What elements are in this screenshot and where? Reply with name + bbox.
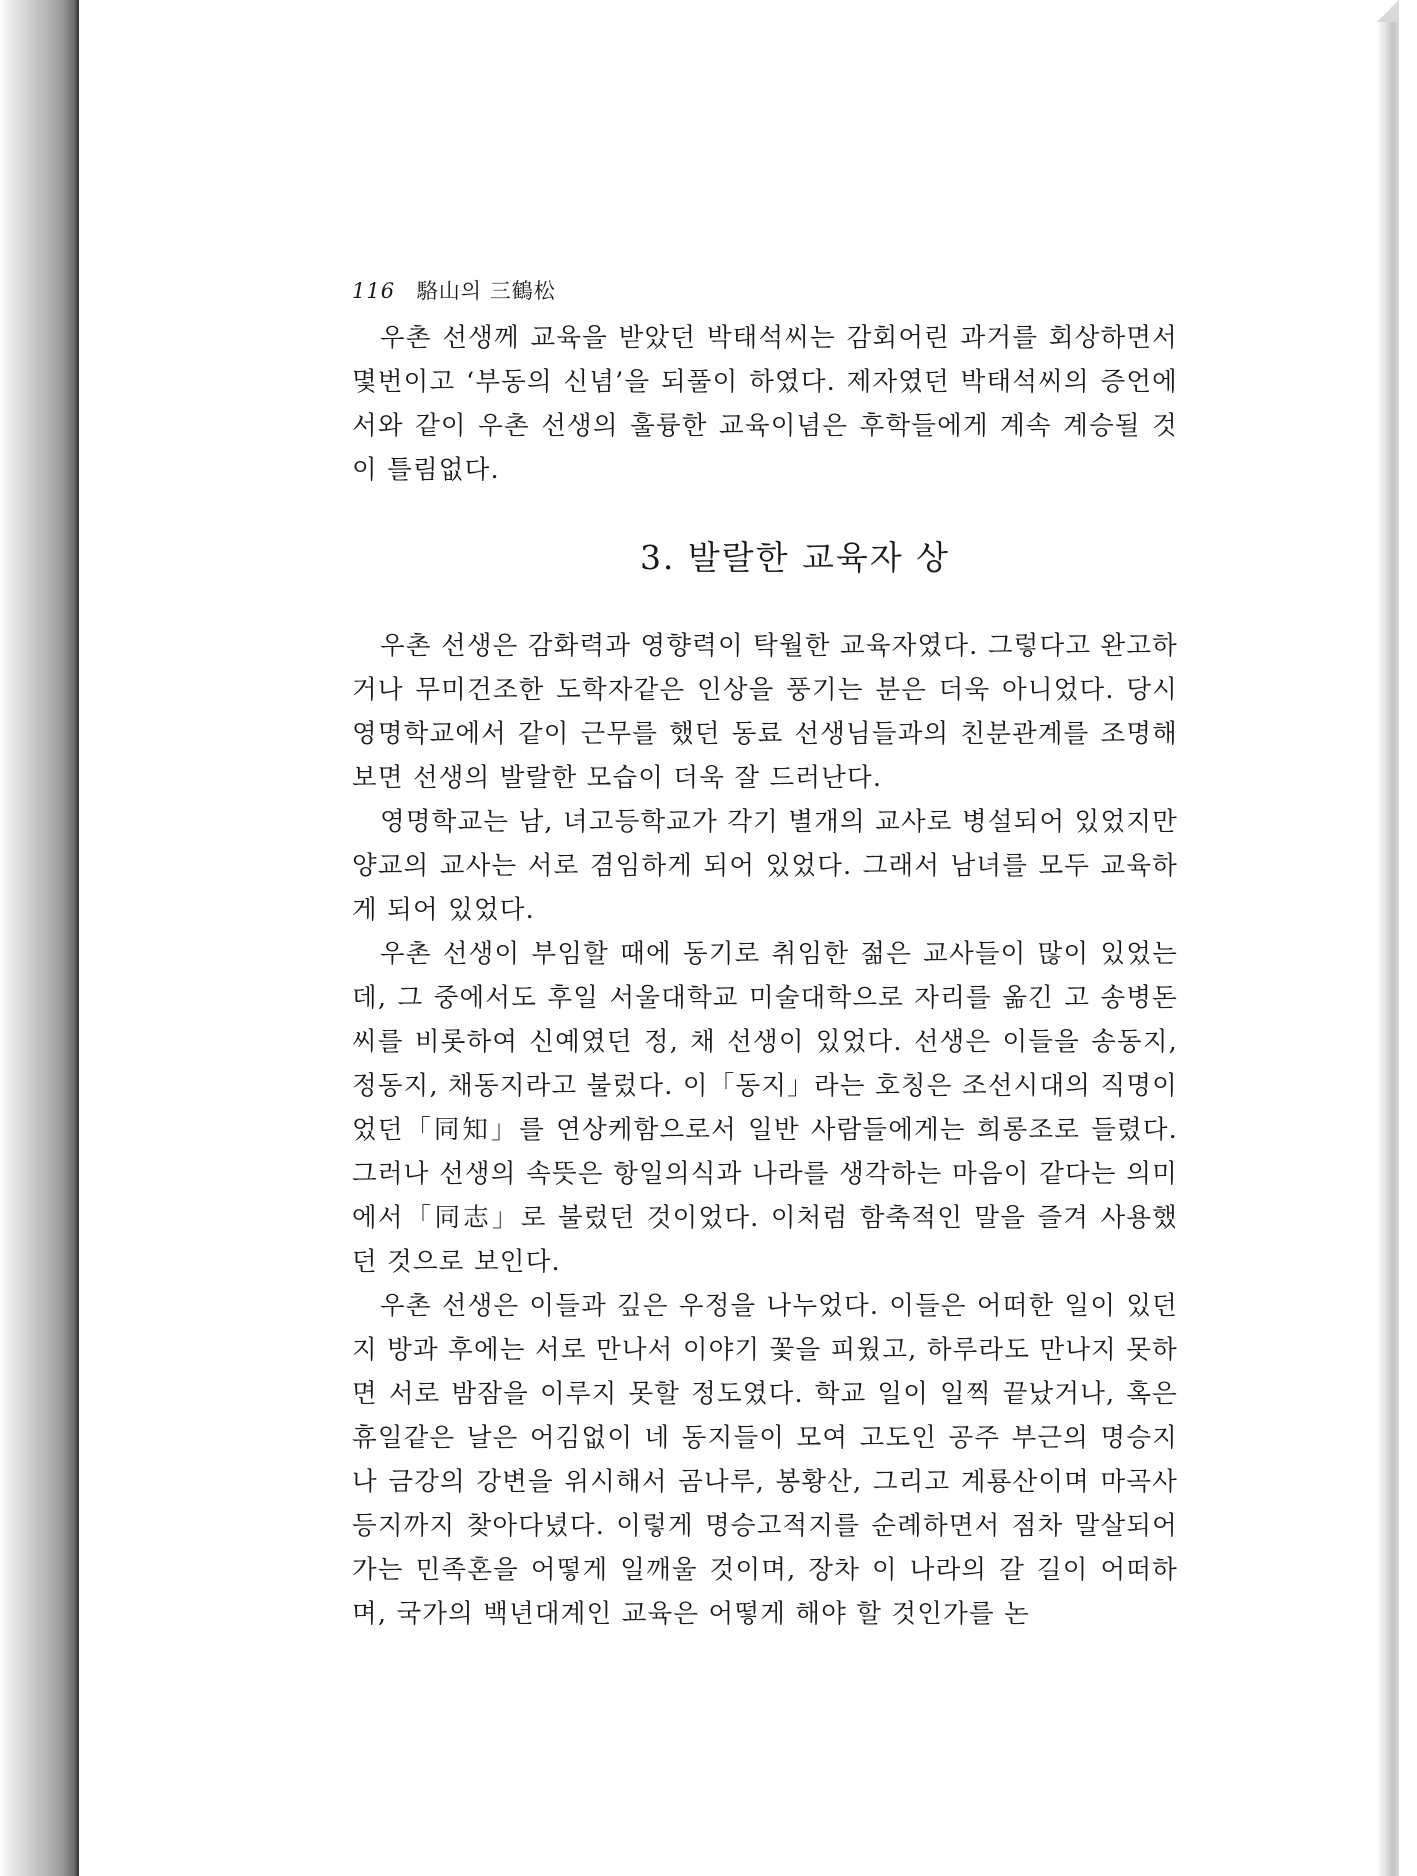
paragraph: 우촌 선생이 부임할 때에 동기로 취임한 젊은 교사들이 많이 있었는데, 그 중에서도 후일 서울대학교 미술대학으로 자리를 옮긴 고 송병돈씨를 비롯하여 신예였던 정, 채 선생이 있었다. 선생은 이들을 송동지, 정동지, 채동지라고 불렀다. 이「동지」라는 호칭은 조선시대의 직명이었던「同知」를 연상케함으로서 일반 사람들에게는 희롱조로 들렸다. 그러나 선생의 속뜻은 항일의식과 나라를 생각하는 마음이 같다는 의미에서「同志」로 불렀던 것이었다. 이처럼 함축적인 말을 즐겨 사용했던 것으로 보인다. [352, 939, 1178, 1277]
paragraph: 영명학교는 남, 녀고등학교가 각기 별개의 교사로 병설되어 있었지만 양교의 교사는 서로 겸임하게 되어 있었다. 그래서 남녀를 모두 교육하게 되어 있었다. [352, 807, 1178, 925]
paragraph: 우촌 선생은 이들과 깊은 우정을 나누었다. 이들은 어떠한 일이 있던지 방과 후에는 서로 만나서 이야기 꽃을 피웠고, 하루라도 만나지 못하면 서로 밤잠을 이루지 못할 정도였다. 학교 일이 일찍 끝났거나, 혹은 휴일같은 날은 어김없이 네 동지들이 모여 고도인 공주 부근의 명승지나 금강의 강변을 위시해서 곰나루, 봉황산, 그리고 계룡산이며 마곡사 등지까지 찾아다녔다. 이렇게 명승고적지를 순례하면서 점차 말살되어 가는 민족혼을 어떻게 일깨울 것이며, 장차 이 나라의 갈 길이 어떠하며, 국가의 백년대계인 교육은 어떻게 해야 할 것인가를 논 [352, 1291, 1178, 1629]
paragraph: 우촌 선생께 교육을 받았던 박태석씨는 감회어린 과거를 회상하면서 몇번이고 ‘부동의 신념’을 되풀이 하였다. 제자였던 박태석씨의 증언에서와 같이 우촌 선생의 훌륭한 교육이념은 후학들에게 계속 계승될 것이 틀림없다. [352, 323, 1178, 485]
page-corner-fold [1377, 0, 1399, 22]
book-left-edge [0, 0, 78, 1876]
page-right-shadow [1377, 18, 1399, 1876]
page-number: 116 [352, 279, 396, 303]
section-heading: 3. 발랄한 교육자 상 [639, 538, 951, 577]
running-head [352, 274, 1178, 308]
book-title: 駱山의 三鶴松 [416, 279, 556, 303]
paragraph: 우촌 선생은 감화력과 영향력이 탁월한 교육자였다. 그렇다고 완고하거나 무미건조한 도학자같은 인상을 풍기는 분은 더욱 아니었다. 당시 영명학교에서 같이 근무를 했던 동료 선생님들과의 친분관계를 조명해 보면 선생의 발랄한 모습이 더욱 잘 드러난다. [352, 631, 1178, 793]
page-content [352, 274, 1178, 1636]
